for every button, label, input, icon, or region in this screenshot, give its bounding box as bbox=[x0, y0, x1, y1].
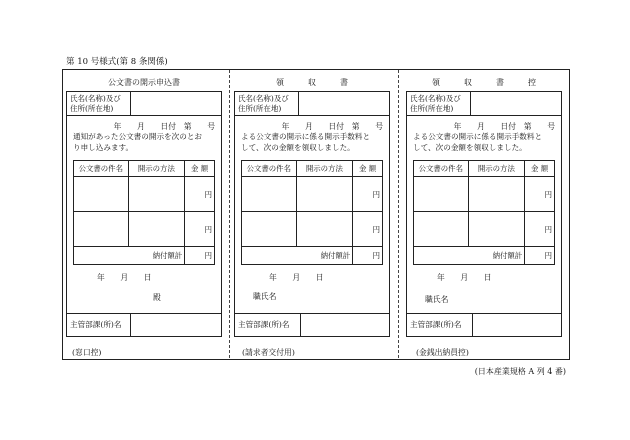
fee-table bbox=[413, 160, 555, 265]
table-cell bbox=[296, 212, 353, 247]
yen-cell: 円 bbox=[525, 212, 555, 247]
panel-application bbox=[66, 69, 222, 360]
dept-box bbox=[406, 313, 562, 337]
dept-label: 主管部課(所)名 bbox=[407, 314, 473, 336]
total-yen: 円 bbox=[353, 247, 383, 265]
main-box bbox=[406, 115, 562, 337]
yen-cell: 円 bbox=[353, 212, 383, 247]
col-header-amount: 金 額 bbox=[185, 161, 215, 177]
main-box bbox=[66, 115, 222, 337]
footer-note: (日本産業規格 A 列 4 番) bbox=[474, 367, 566, 376]
body-line-1: よる公文書の開示に係る開示手数料と bbox=[241, 132, 371, 141]
body-line-1: 通知があった公文書の開示を次のとお bbox=[73, 132, 203, 141]
total-label: 納付額計 bbox=[414, 247, 525, 265]
panel-title: 公文書の開示申込書 bbox=[108, 78, 180, 87]
copy-label: (窓口控) bbox=[72, 348, 102, 357]
panel-receipt-stub bbox=[406, 69, 562, 360]
name-address-box bbox=[66, 91, 222, 116]
dept-box bbox=[66, 313, 222, 337]
col-header-method: 開示の方法 bbox=[468, 161, 525, 177]
addressee: 殿 bbox=[153, 293, 161, 302]
table-cell bbox=[468, 177, 525, 212]
table-cell bbox=[74, 212, 129, 247]
table-cell bbox=[296, 177, 353, 212]
total-yen: 円 bbox=[185, 247, 215, 265]
table-cell bbox=[414, 212, 469, 247]
col-header-method: 開示の方法 bbox=[128, 161, 185, 177]
dept-box bbox=[234, 313, 390, 337]
notice-date-line: 年 月 日付 第 号 bbox=[281, 122, 383, 131]
total-label: 納付額計 bbox=[74, 247, 185, 265]
yen-cell: 円 bbox=[353, 177, 383, 212]
cut-line-2 bbox=[398, 70, 399, 358]
copy-label: (金銭出納員控) bbox=[416, 348, 469, 357]
body-text bbox=[413, 131, 555, 153]
col-header-name: 公文書の件名 bbox=[74, 161, 129, 177]
fee-table bbox=[73, 160, 215, 265]
cut-line-1 bbox=[229, 70, 230, 358]
name-label: 氏名(名称)及び bbox=[70, 94, 121, 103]
main-box bbox=[234, 115, 390, 337]
notice-date-line: 年 月 日付 第 号 bbox=[113, 122, 215, 131]
body-line-2: り申し込みます。 bbox=[73, 143, 134, 152]
body-text bbox=[241, 131, 383, 153]
table-cell bbox=[128, 212, 185, 247]
table-cell bbox=[242, 212, 297, 247]
col-header-amount: 金 額 bbox=[525, 161, 555, 177]
official-name-label: 職氏名 bbox=[253, 292, 277, 301]
receipt-date: 年 月 日 bbox=[269, 273, 324, 282]
body-text bbox=[73, 131, 215, 153]
name-label: 氏名(名称)及び bbox=[410, 94, 461, 103]
yen-cell: 円 bbox=[525, 177, 555, 212]
col-header-name: 公文書の件名 bbox=[414, 161, 469, 177]
dept-label: 主管部課(所)名 bbox=[235, 314, 301, 336]
dept-label: 主管部課(所)名 bbox=[67, 314, 131, 336]
name-label: 氏名(名称)及び bbox=[238, 94, 289, 103]
col-header-amount: 金 額 bbox=[353, 161, 383, 177]
col-header-name: 公文書の件名 bbox=[242, 161, 297, 177]
col-header-method: 開示の方法 bbox=[296, 161, 353, 177]
name-address-box bbox=[406, 91, 562, 116]
panel-receipt bbox=[234, 69, 390, 360]
form-title: 第 10 号様式(第 8 条関係) bbox=[66, 57, 168, 67]
body-line-2: して、次の金額を領収しました。 bbox=[241, 143, 355, 152]
name-address-label bbox=[235, 92, 299, 115]
address-label: 住所(所在地) bbox=[410, 104, 454, 113]
name-address-label bbox=[67, 92, 131, 115]
body-line-1: よる公文書の開示に係る開示手数料と bbox=[413, 132, 543, 141]
yen-cell: 円 bbox=[185, 177, 215, 212]
table-cell bbox=[128, 177, 185, 212]
yen-cell: 円 bbox=[185, 212, 215, 247]
table-cell bbox=[468, 212, 525, 247]
address-label: 住所(所在地) bbox=[70, 104, 114, 113]
panel-title: 領 収 書 bbox=[276, 78, 348, 87]
table-cell bbox=[242, 177, 297, 212]
receipt-stub-date: 年 月 日 bbox=[437, 273, 492, 282]
official-name-label: 職氏名 bbox=[425, 295, 449, 304]
address-label: 住所(所在地) bbox=[238, 104, 282, 113]
application-date: 年 月 日 bbox=[97, 273, 152, 282]
name-address-box bbox=[234, 91, 390, 116]
copy-label: (請求者交付用) bbox=[242, 348, 295, 357]
notice-date-line: 年 月 日付 第 号 bbox=[453, 122, 555, 131]
table-cell bbox=[414, 177, 469, 212]
panel-title: 領 収 書 控 bbox=[432, 78, 536, 87]
body-line-2: して、次の金額を領収しました。 bbox=[413, 143, 527, 152]
name-address-label bbox=[407, 92, 471, 115]
fee-table bbox=[241, 160, 383, 265]
total-yen: 円 bbox=[525, 247, 555, 265]
table-cell bbox=[74, 177, 129, 212]
total-label: 納付額計 bbox=[242, 247, 353, 265]
